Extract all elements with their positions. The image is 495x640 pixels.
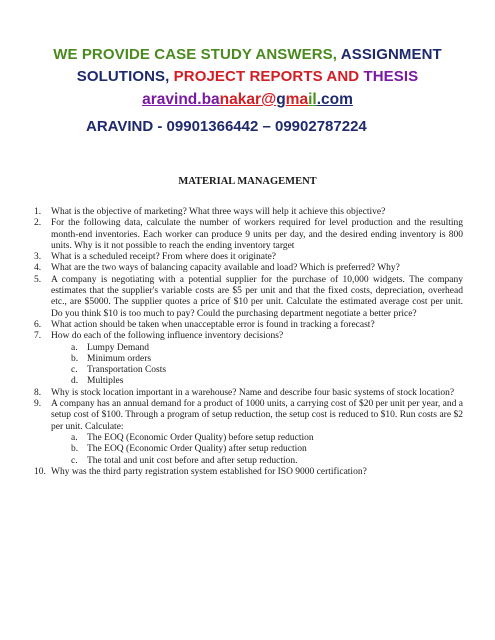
question-item (34, 399, 463, 467)
sub-question-item (71, 456, 463, 467)
email-char: g (276, 91, 286, 108)
promo-text-assignment: ASSIGNMENT (340, 46, 442, 63)
sub-question-item (71, 354, 463, 365)
question-text: A company has an annual demand for a product of 1000 units, a carrying cost of $20 per unit per year, and a setup cost of $100. Through a program of setup reduction, the setup cost is reduced to $10. Run costs are $2 per unit. Calculate: (51, 399, 463, 432)
promo-line-2 (0, 66, 495, 88)
promo-line-1 (0, 44, 495, 66)
email-char: o (329, 91, 340, 108)
email-char: n (219, 91, 230, 108)
sub-question-text: Minimum orders (87, 353, 152, 364)
document-title: MATERIAL MANAGEMENT (178, 176, 317, 187)
question-item (34, 252, 463, 263)
email-char: l (312, 91, 317, 108)
question-text: Why was the third party registration system established for ISO 9000 certification? (51, 466, 367, 477)
email-char: k (237, 91, 247, 108)
sub-question-text: Multiples (87, 376, 124, 387)
email-char: a (156, 91, 166, 108)
sub-question-letter: b. (71, 353, 79, 364)
email-char: i (174, 91, 179, 108)
question-number: 1. (34, 207, 42, 217)
email-char: . (316, 91, 322, 108)
sub-question-item (71, 376, 463, 387)
question-number: 5. (34, 274, 42, 285)
sub-question-text: Lumpy Demand (87, 342, 150, 353)
email-link[interactable] (0, 91, 495, 109)
question-number: 3. (34, 252, 42, 263)
email-char: a (211, 91, 220, 108)
promo-text-case-study: WE PROVIDE CASE STUDY ANSWERS, (53, 46, 341, 63)
email-char: @ (261, 91, 277, 108)
question-text: What action should be taken when unacceptable error is found in tracking a forecast? (51, 319, 375, 330)
sub-question-item (71, 365, 463, 376)
question-text: How do each of the following influence inventory decisions? (51, 331, 284, 342)
question-list (34, 207, 463, 478)
sub-question-item (71, 444, 463, 455)
question-number: 7. (34, 331, 42, 342)
sub-question-list (51, 433, 463, 467)
question-number: 6. (34, 319, 42, 330)
promo-text-project-reports: PROJECT REPORTS AND (173, 68, 364, 85)
sub-question-list (51, 343, 463, 388)
question-item (34, 331, 463, 387)
sub-question-letter: a. (71, 432, 78, 443)
sub-question-item (71, 433, 463, 444)
question-number: 10. (34, 466, 46, 477)
sub-question-text: Transportation Costs (87, 365, 167, 376)
email-char: a (246, 91, 256, 108)
question-text: What is the objective of marketing? What three ways will help it achieve this objective? (51, 207, 386, 217)
email-char: m (339, 91, 353, 108)
email-char: . (197, 91, 202, 108)
sub-question-text: The total and unit cost before and after setup reduction. (87, 455, 298, 466)
promo-text-solutions: SOLUTIONS, (76, 68, 174, 85)
question-text: What are the two ways of balancing capacity available and load? Which is preferred? Why? (51, 263, 400, 274)
question-number: 2. (34, 218, 42, 229)
email-char: n (178, 91, 188, 108)
email-char: d (187, 91, 198, 108)
question-item (34, 263, 463, 274)
promo-banner (0, 44, 495, 88)
email-char: a (299, 91, 309, 108)
email-char: v (165, 91, 175, 108)
question-text: A company is negotiating with a potential supplier for the purchase of 10,000 widgets. The company estimates that the supplier's variable costs are $5 per unit and that the fixed costs, depreciation, overhead etc., are $5000. The supplier quotes a price of $10 per unit. Calculate the estimated average cost per unit. Do you think $10 is too much to pay? Could the purchasing department negotiate a better price? (51, 274, 463, 319)
email-char: r (255, 91, 262, 108)
sub-question-text: The EOQ (Economic Order Quality) after setup reduction (87, 444, 307, 455)
question-number: 4. (34, 263, 42, 274)
email-char: c (321, 91, 330, 108)
promo-text-thesis: THESIS (363, 68, 419, 85)
sub-question-item (71, 343, 463, 354)
email-char: r (150, 91, 157, 108)
email-char: i (308, 91, 313, 108)
sub-question-letter: a. (71, 342, 78, 353)
sub-question-letter: d. (71, 376, 79, 387)
question-text: What is a scheduled receipt? From where does it originate? (51, 252, 277, 263)
question-text: Why is stock location important in a warehouse? Name and describe four basic systems of stock location? (51, 387, 455, 398)
question-number: 9. (34, 399, 42, 410)
question-number: 8. (34, 387, 42, 398)
sub-question-letter: c. (71, 455, 78, 466)
question-item (34, 218, 463, 252)
question-item (34, 388, 463, 399)
sub-question-letter: c. (71, 365, 78, 376)
question-item (34, 207, 463, 218)
sub-question-letter: b. (71, 444, 79, 455)
question-text: For the following data, calculate the number of workers required for level production and the resulting month-end inventories. Each worker can produce 9 units per day, and the desired ending inventory is 800 units. Why is it not possible to reach the ending inventory target (51, 218, 463, 251)
sub-question-text: The EOQ (Economic Order Quality) before setup reduction (87, 432, 314, 443)
question-item (34, 320, 463, 331)
email-char: m (285, 91, 300, 108)
question-item (34, 275, 463, 320)
email-char: a (229, 91, 238, 108)
email-char: a (142, 91, 151, 108)
question-item (34, 467, 463, 478)
email-char: b (201, 91, 212, 108)
contact-phone: ARAVIND - 09901366442 – 09902787224 (86, 118, 367, 135)
